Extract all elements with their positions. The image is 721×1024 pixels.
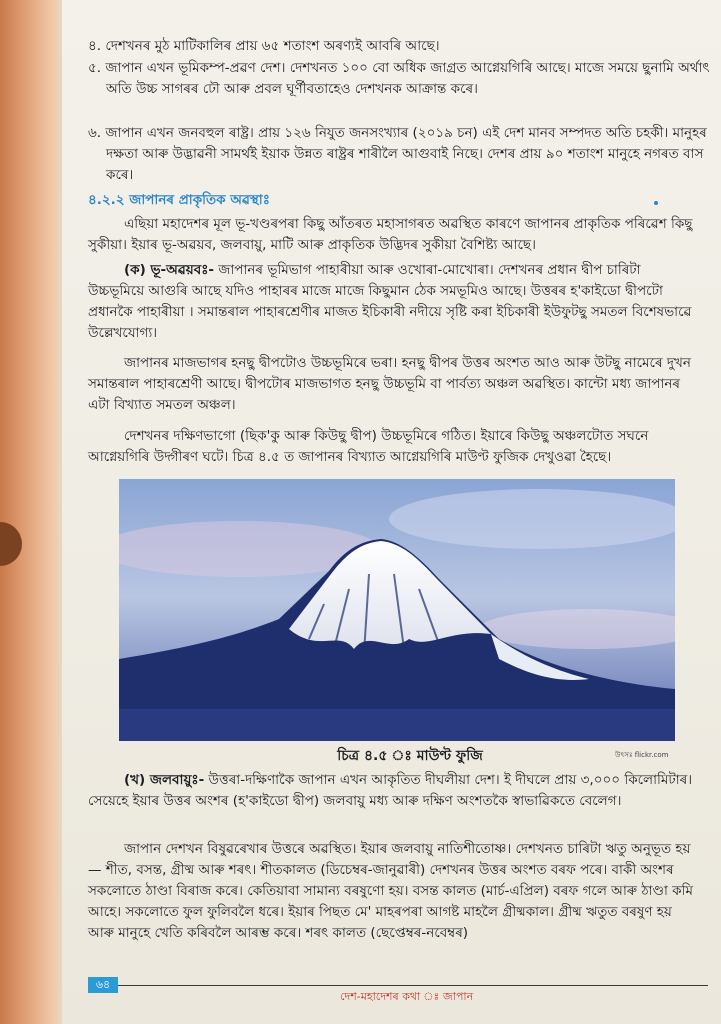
list-item-4: ৪. দেশখনৰ মুঠ মাটিকালিৰ প্ৰায় ৬৫ শতাংশ অৰণ্যই আবৰি আছে। (88, 38, 440, 54)
honshu-paragraph: জাপানৰ মাজভাগৰ হনছু দ্বীপটোও উচ্চভূমিৰে ভৰা। হনছু দ্বীপৰ উত্তৰ অংশত আও আৰু উটছু নামেৰে দুখন সমান্তৰাল পাহাৰশ্ৰেণী আছে। দ্বীপটোৰ মাজভাগত হনছু উচ্চভূমি বা পাৰ্বত্য অঞ্চল অৱস্থিত। কান্টো মধ্য জাপানৰ এটা বিখ্যাত সমতল অঞ্চল। (88, 355, 691, 413)
section-intro-paragraph: এছিয়া মহাদেশৰ মূল ভূ-খণ্ডৰপৰা কিছু আঁতৰত মহাসাগৰত অৱস্থিত কাৰণে জাপানৰ প্ৰাকৃতিক পৰিৱেশ কিছু সুকীয়া। ইয়াৰ ভূ-অৱয়ব, জলবায়ু, মাটি আৰু প্ৰাকৃতিক উদ্ভিদৰ সুকীয়া বৈশিষ্ট্য আছে। (88, 216, 693, 253)
section-heading: ৪.২.২ জাপানৰ প্ৰাকৃতিক অৱস্থাঃ (88, 192, 270, 208)
mount-fuji-illustration (119, 479, 675, 741)
book-binding-edge (0, 0, 62, 1024)
relief-paragraph (88, 260, 698, 344)
climate-paragraph (88, 770, 698, 812)
blue-dot-mark (654, 201, 658, 205)
figure-credit: উৎসঃ flickr.com (615, 751, 669, 759)
mount-fuji-photo (119, 479, 675, 741)
footer-rule (118, 985, 708, 986)
list-item-5: ৫. জাপান এখন ভূমিকম্প-প্ৰৱণ দেশ। দেশখনত ১০০ বো অধিক জাগ্ৰত আগ্নেয়গিৰি আছে। মাজে সময়ে ছুনামি অৰ্থাৎ অতি উচ্চ সাগৰৰ ঢৌ আৰু প্ৰবল ঘূৰ্ণীবতাহেও দেশখনক আক্ৰান্ত কৰে। (88, 60, 710, 97)
relief-label: (ক) ভূ-অৱয়বঃ- (124, 262, 215, 278)
climate-text: উত্তৰা-দক্ষিণাকৈ জাপান এখন আকৃতিত দীঘলীয়া দেশ। ই দীঘলে প্ৰায় ৩,০০০ কিলোমিটাৰ। সেয়েহে ইয়াৰ উত্তৰ অংশৰ (হ'কাইডো দ্বীপ) জলবায়ু মধ্য আৰু দক্ষিণ অংশতকৈ স্বাভাৱিকতে বেলেগ। (88, 772, 693, 809)
list-item-6: ৬. জাপান এখন জনবহুল ৰাষ্ট্ৰ। প্ৰায় ১২৬ নিযুত জনসংখ্যাৰ (২০১৯ চন) এই দেশ মানব সম্পদত অতি চহকী। মানুহৰ দক্ষতা আৰু উদ্ভাৱনী সামৰ্থই ইয়াক উন্নত ৰাষ্ট্ৰৰ শাৰীলৈ আগুবাই নিছে। দেশৰ প্ৰায় ৯০ শতাংশ মানুহে নগৰত বাস কৰে। (88, 125, 707, 183)
figure-caption: চিত্ৰ ৪.৫ ঃ মাউণ্ট ফুজি (337, 748, 483, 764)
seasons-paragraph: জাপান দেশখন বিষুৱৰেখাৰ উত্তৰে অৱস্থিত। ইয়াৰ জলবায়ু নাতিশীতোষ্ণ। দেশখনত চাৰিটা ঋতু অনুভূত হয়— শীত, বসন্ত, গ্ৰীষ্ম আৰু শৰৎ। শীতকালত (ডিচেম্বৰ-জানুৱাৰী) দেশখনৰ উত্তৰ অংশত বৰফ পৰে। বাকী অংশৰ সকলোতে ঠাণ্ডা বিৰাজ কৰে। কেতিয়াবা সামান্য বৰষুণো হয়। বসন্ত কালত (মাৰ্চ-এপ্ৰিল) বৰফ গলে আৰু ঠাণ্ডা কমি আহে। সকলোতে ফুল ফুলিবলৈ ধৰে। ইয়াৰ পিছত মে' মাহৰপৰা আগষ্ট মাহলৈ গ্ৰীষ্মকাল। গ্ৰীষ্ম ঋতুত বৰষুণ হয় আৰু মানুহে খেতি কৰিবলৈ আৰম্ভ কৰে। শৰৎ কালত (ছেপ্তেম্বৰ-নবেম্বৰ) (88, 841, 693, 941)
cloud (389, 489, 675, 549)
climate-label: (খ) জলবায়ুঃ- (124, 772, 205, 788)
lower-slope (119, 709, 675, 741)
page-number: ৬৪ (88, 977, 118, 993)
south-paragraph: দেশখনৰ দক্ষিণভাগো (ছিক'কু আৰু কিউছু দ্বীপ) উচ্চভূমিৰে গঠিত। ইয়াৰে কিউছু অঞ্চলটোত সঘনে আগ্নেয়গিৰি উদ্গীৰণ ঘটে। চিত্ৰ ৪.৫ ত জাপানৰ বিখ্যাত আগ্নেয়গিৰি মাউণ্ট ফুজিক দেখুওৱা হৈছে। (88, 428, 649, 465)
footer-title: দেশ-মহাদেশৰ কথা ঃ জাপান (340, 990, 474, 1003)
relief-text: জাপানৰ ভূমিভাগ পাহাৰীয়া আৰু ওখোৰা-মোখোৰা। দেশখনৰ প্ৰধান দ্বীপ চাৰিটা উচ্চভূমিয়ে আগুৰি আছে যদিও পাহাৰৰ মাজে মাজে কিছুমান ঠেক সমভূমিও আছে। উত্তৰৰ হ'কাইডো দ্বীপটো প্ৰধানকৈ পাহাৰীয়া । সমান্তৰাল পাহাৰশ্ৰেণীৰ মাজত ইচিকাৰী নদীয়ে সৃষ্টি কৰা ইচিকাৰী ইউফুটছু সমতল বিশেষভাৱে উল্লেখযোগ্য। (88, 262, 692, 341)
